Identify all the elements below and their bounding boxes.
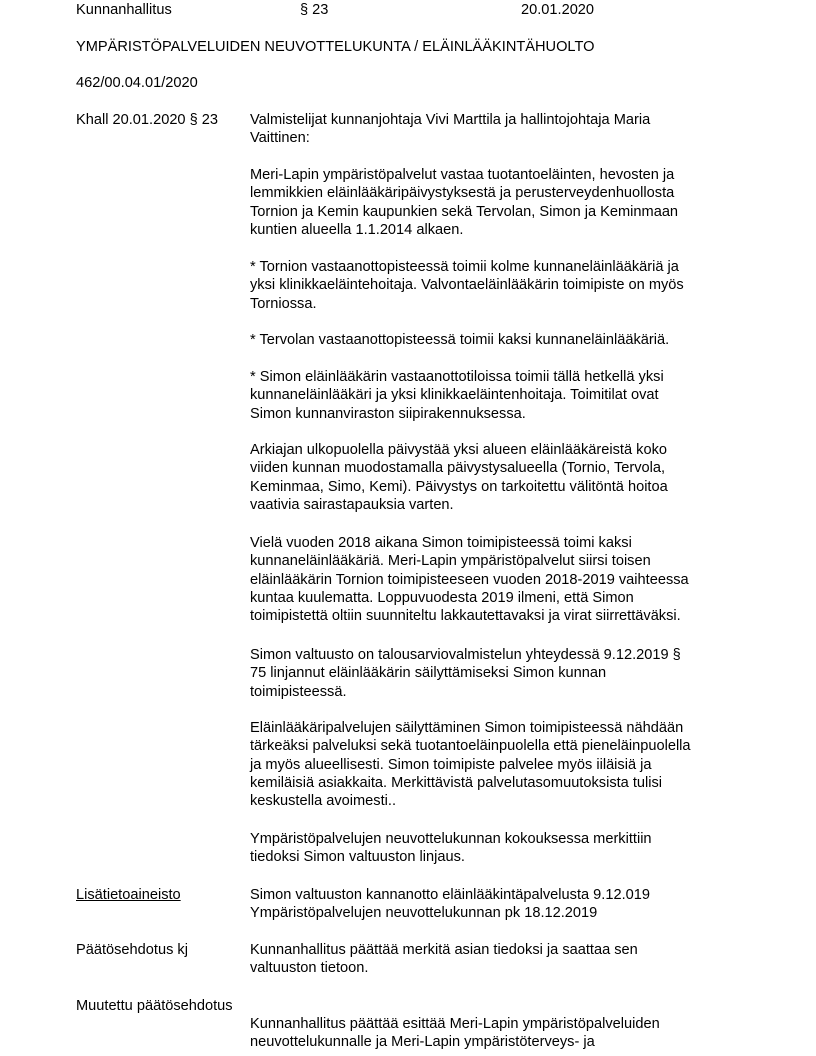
paragraph-line: Eläinlääkäripalvelujen säilyttäminen Simon toimipisteessä nähdään [250,720,684,736]
subject-title: YMPÄRISTÖPALVELUIDEN NEUVOTTELUKUNTA / ELÄINLÄÄKINTÄHUOLTO [76,39,595,55]
paragraph [250,830,770,867]
paragraph-line: kuntaa kuulematta. Loppuvuodesta 2019 ilmeni, että Simon [250,589,634,606]
paragraph-line: keskustella avoimesti.. [250,793,396,810]
paragraph-line: * Tornion vastaanottopisteessä toimii kolme kunnaneläinlääkäriä ja [250,259,679,275]
proposal-line: valtuuston tietoon. [250,960,369,977]
paragraph [250,166,770,239]
paragraph-line: lemmikkien eläinlääkäripäivystyksestä ja perusterveydenhuollosta [250,185,675,202]
paragraph [250,368,770,423]
header-section: § 23 [300,2,329,18]
paragraph-line: Ympäristöpalvelujen neuvottelukunnan kokouksessa merkittiin [250,831,652,847]
paragraph-line: Simon kunnanviraston siipirakennuksessa. [250,405,526,422]
paragraph [250,646,770,701]
additional-info [250,886,770,923]
paragraph [250,331,770,349]
paragraph-line: kuntien alueella 1.1.2014 alkaen. [250,221,464,238]
paragraph-line: Meri-Lapin ympäristöpalvelut vastaa tuotantoeläinten, hevosten ja [250,167,675,183]
khall-label: Khall 20.01.2020 § 23 [76,112,219,128]
paragraph-line: tiedoksi Simon valtuuston linjaus. [250,849,465,866]
paragraph-line: Tornion ja Kemin kaupunkien sekä Tervolan, Simon ja Keminmaan [250,203,679,220]
paragraph-line: 75 linjannut eläinlääkärin säilyttämiseksi Simon kunnan [250,665,607,682]
paragraph-line: toimipisteessä. [250,683,347,700]
paragraph-line: vaativia sairastapauksia varten. [250,496,454,513]
paragraph-line: ja myös alueellisesti. Simon toimipiste palvelee myös iiläisiä ja [250,756,652,773]
paragraph-line: kemiläisiä asiakkaita. Merkittävistä palvelutasomuutoksista tulisi [250,774,663,791]
amended-proposal-line: Kunnanhallitus päättää esittää Meri-Lapin ympäristöpalveluiden [250,1016,660,1032]
header-date: 20.01.2020 [521,2,595,18]
paragraph-line: eläinlääkärin Tornion toimipisteeseen vuoden 2018-2019 vaihteessa [250,571,689,588]
diary-number: 462/00.04.01/2020 [76,75,198,91]
amended-proposal-line: neuvottelukunnalle ja Meri-Lapin ympäristöterveys- ja [250,1034,595,1051]
paragraph-line: * Tervolan vastaanottopisteessä toimii kaksi kunnaneläinlääkäriä. [250,332,670,348]
preparers-line: Valmistelijat kunnanjohtaja Vivi Marttila ja hallintojohtaja Maria [250,112,651,128]
paragraph-line: * Simon eläinlääkärin vastaanottotiloissa toimii tällä hetkellä yksi [250,369,664,385]
paragraph-line: kunnaneläinlääkäri ja yksi klinikkaeläintenhoitaja. Toimitilat ovat [250,387,659,404]
preparers-line: Vaittinen: [250,130,310,147]
paragraph-line: yksi klinikkaeläintehoitaja. Valvontaeläinlääkärin toimipiste on myös [250,277,684,294]
preparers [250,111,770,148]
amended-proposal-label: Muutettu päätösehdotus [76,998,233,1014]
paragraph [250,534,770,625]
paragraph [250,258,770,313]
paragraph [250,719,770,810]
paragraph-line: Keminmaa, Simo, Kemi). Päivystys on tarkoitettu välitöntä hoitoa [250,478,668,495]
amended-proposal [250,1015,770,1052]
additional-info-label: Lisätietoaineisto [76,887,181,903]
proposal-line: Kunnanhallitus päättää merkitä asian tiedoksi ja saattaa sen [250,942,638,958]
paragraph-line: Arkiajan ulkopuolella päivystää yksi alueen eläinlääkäreistä koko [250,442,667,458]
proposal [250,941,770,978]
paragraph-line: viiden kunnan muodostamalla päivystysalueella (Tornio, Tervola, [250,460,666,477]
additional-info-line: Simon valtuuston kannanotto eläinlääkintäpalvelusta 9.12.019 [250,887,650,903]
paragraph-line: tärkeäksi palveluksi sekä tuotantoeläinpuolella että pieneläinpuolella [250,738,691,755]
paragraph-line: toimipistettä oltiin suunniteltu lakkautettavaksi ja virat siirrettäväksi. [250,608,681,625]
proposal-label: Päätösehdotus kj [76,942,188,958]
paragraph [250,441,770,514]
paragraph-line: Torniossa. [250,295,317,312]
paragraph-line: kunnaneläinlääkäriä. Meri-Lapin ympäristöpalvelut siirsi toisen [250,553,651,570]
paragraph-line: Simon valtuusto on talousarviovalmistelun yhteydessä 9.12.2019 § [250,647,681,663]
additional-info-line: Ympäristöpalvelujen neuvottelukunnan pk 18.12.2019 [250,905,598,922]
paragraph-line: Vielä vuoden 2018 aikana Simon toimipisteessä toimi kaksi [250,535,632,551]
header-body: Kunnanhallitus [76,2,172,18]
